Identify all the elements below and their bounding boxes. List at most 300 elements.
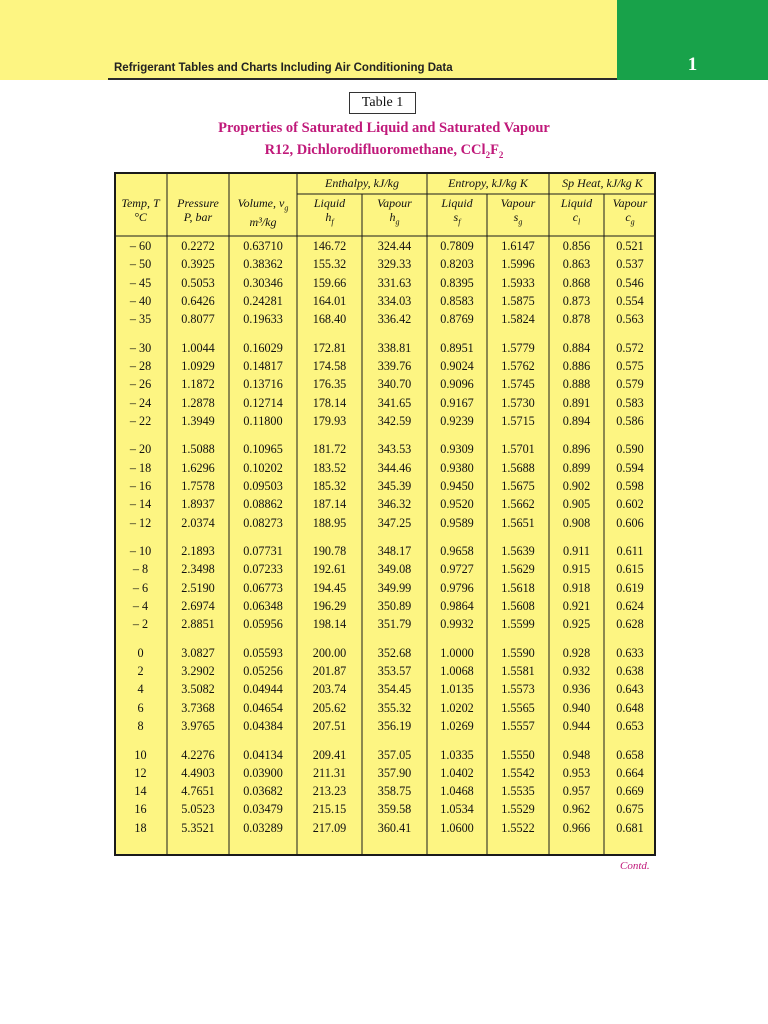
cell-c-vapour: 0.572 xyxy=(616,340,644,355)
cell-h-liquid: 185.32 xyxy=(312,479,347,493)
col-header-h-liquid-sym: h xyxy=(325,210,332,224)
cell-c-vapour: 0.575 xyxy=(616,359,644,373)
cell-volume: 0.03682 xyxy=(243,784,283,799)
cell-s-liquid: 0.9727 xyxy=(440,562,474,577)
cell-h-liquid: 217.09 xyxy=(312,820,347,835)
cell-h-liquid: 172.81 xyxy=(312,340,347,355)
cell-h-vapour: 354.45 xyxy=(377,682,412,697)
col-header-temp xyxy=(114,196,167,224)
cell-c-liquid: 0.948 xyxy=(562,747,591,762)
table-title: Properties of Saturated Liquid and Saturated Vapour xyxy=(218,120,550,136)
cell-c-liquid: 0.873 xyxy=(562,293,591,308)
cell-volume: 0.05956 xyxy=(243,617,283,632)
cell-c-liquid: 0.932 xyxy=(562,664,591,679)
cell-h-liquid: 179.93 xyxy=(312,413,347,428)
col-header-temp-line1: Temp, T xyxy=(121,196,160,210)
running-title: Refrigerant Tables and Charts Including Air Conditioning Data xyxy=(114,62,453,74)
cell-h-liquid: 213.23 xyxy=(312,784,347,799)
cell-c-vapour: 0.643 xyxy=(616,682,644,697)
cell-h-vapour: 338.81 xyxy=(377,340,412,355)
cell-volume: 0.12714 xyxy=(243,395,283,410)
cell-c-liquid: 0.966 xyxy=(562,820,591,835)
col-header-s-liquid xyxy=(427,196,487,229)
cell-c-vapour: 0.619 xyxy=(616,580,644,595)
col-header-c-liquid-line1: Liquid xyxy=(560,196,593,210)
header-entropy: Entropy, kJ/kg K xyxy=(448,176,528,190)
header-enthalpy: Enthalpy, kJ/kg xyxy=(325,176,399,190)
cell-h-liquid: 207.51 xyxy=(312,719,347,733)
cell-s-vapour: 1.5535 xyxy=(501,784,535,799)
cell-h-vapour: 350.89 xyxy=(377,599,412,613)
cell-c-liquid: 0.940 xyxy=(562,700,591,715)
cell-c-vapour: 0.624 xyxy=(616,599,644,613)
cell-temp: 10 xyxy=(134,747,147,762)
cell-pressure: 1.0044 xyxy=(181,340,215,355)
cell-s-liquid: 0.9380 xyxy=(440,460,474,475)
cell-pressure: 1.8937 xyxy=(181,497,215,512)
cell-volume: 0.30346 xyxy=(243,275,283,290)
cell-c-vapour: 0.615 xyxy=(616,562,644,577)
cell-s-liquid: 0.9450 xyxy=(440,479,474,493)
cell-volume: 0.63710 xyxy=(243,239,283,253)
cell-volume: 0.07233 xyxy=(243,562,283,577)
col-header-c-liquid-line2 xyxy=(549,210,604,229)
cell-c-vapour: 0.611 xyxy=(616,544,644,559)
cell-pressure: 3.7368 xyxy=(181,700,215,715)
cell-s-liquid: 1.0600 xyxy=(440,820,474,835)
cell-temp: – 6 xyxy=(132,580,149,595)
cell-c-liquid: 0.957 xyxy=(562,784,591,799)
cell-s-liquid: 1.0402 xyxy=(440,765,474,780)
cell-s-liquid: 1.0202 xyxy=(440,700,474,715)
cell-h-vapour: 360.41 xyxy=(377,820,412,835)
cell-h-vapour: 356.19 xyxy=(377,719,412,733)
cell-s-liquid: 0.9096 xyxy=(440,377,474,392)
cell-h-liquid: 187.14 xyxy=(312,497,347,512)
cell-pressure: 0.2272 xyxy=(181,239,215,253)
cell-temp: 8 xyxy=(137,719,144,733)
cell-pressure: 5.3521 xyxy=(181,820,215,835)
cell-pressure: 3.9765 xyxy=(181,719,215,733)
cell-temp: – 14 xyxy=(129,497,152,512)
cell-pressure: 1.3949 xyxy=(181,413,215,428)
cell-h-vapour: 358.75 xyxy=(377,784,412,799)
cell-volume: 0.19633 xyxy=(243,312,283,327)
cell-c-liquid: 0.911 xyxy=(563,544,590,559)
cell-h-liquid: 196.29 xyxy=(312,599,347,613)
subtitle-f: F xyxy=(490,142,499,158)
cell-c-liquid: 0.884 xyxy=(562,340,591,355)
cell-s-vapour: 1.5730 xyxy=(501,395,535,410)
cell-h-liquid: 176.35 xyxy=(312,377,347,392)
cell-temp: 14 xyxy=(134,784,147,799)
col-header-c-vapour xyxy=(604,196,656,229)
cell-s-liquid: 0.8769 xyxy=(440,312,474,327)
col-header-volume xyxy=(229,196,297,229)
col-header-s-liquid-sym: s xyxy=(453,210,459,224)
cell-c-vapour: 0.648 xyxy=(616,700,644,715)
cell-c-vapour: 0.579 xyxy=(616,377,644,392)
cell-volume: 0.03479 xyxy=(243,802,283,817)
cell-h-vapour: 341.65 xyxy=(377,395,412,410)
cell-pressure: 3.5082 xyxy=(181,682,215,697)
cell-volume: 0.03900 xyxy=(243,765,283,780)
cell-h-vapour: 347.25 xyxy=(377,515,412,530)
cell-temp: – 4 xyxy=(132,599,149,613)
cell-c-vapour: 0.583 xyxy=(616,395,644,410)
cell-s-vapour: 1.5550 xyxy=(501,747,535,762)
cell-c-liquid: 0.899 xyxy=(562,460,591,475)
col-header-h-liquid-line1: Liquid xyxy=(313,196,346,210)
cell-pressure: 1.2878 xyxy=(181,395,215,410)
cell-s-vapour: 1.5933 xyxy=(501,275,535,290)
cell-volume: 0.04944 xyxy=(243,682,283,697)
cell-s-vapour: 1.5590 xyxy=(501,645,535,660)
cell-c-liquid: 0.894 xyxy=(562,413,591,428)
cell-h-vapour: 334.03 xyxy=(377,293,412,308)
page-number: 1 xyxy=(687,54,698,75)
cell-c-vapour: 0.598 xyxy=(616,479,644,493)
cell-c-vapour: 0.658 xyxy=(616,747,644,762)
cell-pressure: 4.7651 xyxy=(181,784,215,799)
cell-volume: 0.10202 xyxy=(243,460,283,475)
cell-pressure: 4.2276 xyxy=(181,747,215,762)
cell-volume: 0.06348 xyxy=(243,599,283,613)
cell-temp: 18 xyxy=(134,820,147,835)
cell-pressure: 2.6974 xyxy=(181,599,215,613)
cell-c-vapour: 0.664 xyxy=(616,765,644,780)
cell-s-vapour: 1.5701 xyxy=(501,442,535,457)
cell-s-vapour: 1.5573 xyxy=(501,682,535,697)
cell-c-vapour: 0.653 xyxy=(616,719,644,733)
cell-temp: – 12 xyxy=(129,515,152,530)
cell-h-vapour: 355.32 xyxy=(377,700,412,715)
cell-c-liquid: 0.936 xyxy=(562,682,591,697)
property-table xyxy=(114,172,656,856)
cell-c-liquid: 0.863 xyxy=(562,257,591,272)
cell-s-liquid: 0.9239 xyxy=(440,413,474,428)
cell-pressure: 2.5190 xyxy=(181,580,215,595)
cell-s-vapour: 1.5675 xyxy=(501,479,535,493)
cell-c-liquid: 0.918 xyxy=(562,580,591,595)
col-header-c-vapour-sym: c xyxy=(625,210,631,224)
cell-h-vapour: 342.59 xyxy=(377,413,412,428)
cell-s-liquid: 0.9658 xyxy=(440,544,474,559)
cell-pressure: 5.0523 xyxy=(181,802,215,817)
cell-temp: 12 xyxy=(134,765,147,780)
cell-pressure: 0.3925 xyxy=(181,257,215,272)
cell-h-vapour: 340.70 xyxy=(377,377,412,392)
cell-temp: – 16 xyxy=(129,479,152,493)
cell-s-vapour: 1.5542 xyxy=(501,765,535,780)
cell-c-vapour: 0.669 xyxy=(616,784,644,799)
cell-c-vapour: 0.638 xyxy=(616,664,644,679)
cell-pressure: 0.8077 xyxy=(181,312,215,327)
cell-c-vapour: 0.521 xyxy=(616,239,644,253)
cell-h-liquid: 192.61 xyxy=(312,562,347,577)
cell-c-liquid: 0.925 xyxy=(562,617,591,632)
cell-h-liquid: 203.74 xyxy=(312,682,347,697)
cell-s-vapour: 1.5824 xyxy=(501,312,535,327)
cell-c-vapour: 0.594 xyxy=(616,460,644,475)
cell-h-liquid: 205.62 xyxy=(312,700,347,715)
cell-s-vapour: 1.5715 xyxy=(501,413,535,428)
cell-c-liquid: 0.915 xyxy=(562,562,591,577)
cell-s-vapour: 1.5522 xyxy=(501,820,535,835)
header-sp-heat: Sp Heat, kJ/kg K xyxy=(562,176,643,190)
col-header-pressure-line1: Pressure xyxy=(177,196,219,210)
cell-s-liquid: 0.9864 xyxy=(440,599,474,613)
cell-c-vapour: 0.675 xyxy=(616,802,644,817)
cell-s-liquid: 0.9309 xyxy=(440,442,474,457)
cell-volume: 0.10965 xyxy=(243,442,283,457)
cell-temp: – 22 xyxy=(129,413,152,428)
cell-c-liquid: 0.953 xyxy=(562,765,591,780)
cell-temp: – 40 xyxy=(129,293,152,308)
cell-c-vapour: 0.606 xyxy=(616,515,644,530)
col-header-s-liquid-line1: Liquid xyxy=(441,196,473,210)
cell-h-vapour: 324.44 xyxy=(377,239,412,253)
cell-s-vapour: 1.5618 xyxy=(501,580,535,595)
continued-note: Contd. xyxy=(620,860,650,872)
cell-volume: 0.13716 xyxy=(243,377,283,392)
cell-s-vapour: 1.5688 xyxy=(501,460,535,475)
cell-pressure: 1.5088 xyxy=(181,442,215,457)
cell-temp: 4 xyxy=(137,682,144,697)
col-header-h-vapour-line2 xyxy=(362,210,427,229)
subtitle-text: R12, Dichlorodifluoromethane, CCl xyxy=(264,142,486,158)
cell-c-vapour: 0.633 xyxy=(616,645,644,660)
cell-s-liquid: 1.0335 xyxy=(440,747,474,762)
cell-s-vapour: 1.5662 xyxy=(501,497,535,512)
cell-volume: 0.08862 xyxy=(243,497,283,512)
cell-c-liquid: 0.888 xyxy=(562,377,591,392)
cell-h-liquid: 201.87 xyxy=(312,664,347,679)
cell-h-vapour: 359.58 xyxy=(377,802,412,817)
cell-temp: – 26 xyxy=(129,377,152,392)
cell-temp: – 20 xyxy=(129,442,152,457)
col-header-c-vapour-line2 xyxy=(604,210,656,229)
cell-s-liquid: 1.0269 xyxy=(440,719,474,733)
cell-s-liquid: 0.9520 xyxy=(440,497,474,512)
col-header-volume-sub: g xyxy=(284,203,289,213)
header-rule xyxy=(108,78,617,80)
cell-h-vapour: 345.39 xyxy=(377,479,412,493)
col-header-s-vapour-line1: Vapour xyxy=(500,196,536,210)
col-header-c-liquid-sym: c xyxy=(572,210,579,224)
cell-s-liquid: 1.0000 xyxy=(440,645,474,660)
cell-volume: 0.03289 xyxy=(243,820,283,835)
cell-volume: 0.08273 xyxy=(243,515,283,530)
cell-volume: 0.07731 xyxy=(243,544,283,559)
cell-s-liquid: 1.0534 xyxy=(440,802,474,817)
col-header-h-liquid-line2 xyxy=(297,210,362,229)
cell-volume: 0.16029 xyxy=(243,340,283,355)
cell-c-vapour: 0.681 xyxy=(616,820,644,835)
col-header-h-vapour-sub: g xyxy=(395,217,400,227)
cell-temp: – 45 xyxy=(129,275,152,290)
cell-volume: 0.38362 xyxy=(243,257,283,272)
col-header-h-vapour-sym: h xyxy=(389,210,396,224)
cell-s-liquid: 0.9932 xyxy=(440,617,474,632)
cell-h-liquid: 183.52 xyxy=(312,460,347,475)
cell-s-liquid: 0.9589 xyxy=(440,515,474,530)
cell-s-vapour: 1.5996 xyxy=(501,257,535,272)
cell-h-liquid: 188.95 xyxy=(312,515,347,530)
cell-c-liquid: 0.928 xyxy=(562,645,591,660)
cell-h-liquid: 215.15 xyxy=(312,802,347,817)
cell-s-vapour: 1.5762 xyxy=(501,359,535,373)
cell-volume: 0.05256 xyxy=(243,664,283,679)
cell-temp: 0 xyxy=(137,645,144,660)
col-header-s-vapour xyxy=(487,196,549,229)
cell-s-vapour: 1.5745 xyxy=(501,377,535,392)
cell-h-liquid: 164.01 xyxy=(312,293,347,308)
cell-temp: 16 xyxy=(134,802,147,817)
cell-c-liquid: 0.902 xyxy=(562,479,591,493)
cell-h-liquid: 181.72 xyxy=(312,442,347,457)
cell-volume: 0.04134 xyxy=(243,747,283,762)
cell-c-vapour: 0.628 xyxy=(616,617,644,632)
cell-s-vapour: 1.5581 xyxy=(501,664,535,679)
table-label: Table 1 xyxy=(349,92,416,114)
cell-temp: – 30 xyxy=(129,340,152,355)
cell-h-vapour: 349.08 xyxy=(377,562,412,577)
cell-temp: – 2 xyxy=(132,617,149,632)
cell-pressure: 2.0374 xyxy=(181,515,215,530)
cell-pressure: 2.3498 xyxy=(181,562,215,577)
cell-h-vapour: 353.57 xyxy=(377,664,412,679)
cell-h-vapour: 336.42 xyxy=(377,312,412,327)
cell-volume: 0.06773 xyxy=(243,580,283,595)
cell-h-liquid: 168.40 xyxy=(312,312,347,327)
cell-pressure: 2.8851 xyxy=(181,617,215,632)
cell-h-vapour: 357.90 xyxy=(377,765,412,780)
cell-temp: – 50 xyxy=(129,257,152,272)
cell-h-liquid: 200.00 xyxy=(312,645,347,660)
cell-s-liquid: 1.0068 xyxy=(440,664,474,679)
col-header-s-liquid-line2 xyxy=(427,210,487,229)
cell-h-vapour: 344.46 xyxy=(377,460,412,475)
col-header-c-vapour-line1: Vapour xyxy=(612,196,648,210)
cell-h-liquid: 174.58 xyxy=(312,359,347,373)
col-header-s-vapour-sym: s xyxy=(513,210,519,224)
cell-s-vapour: 1.5629 xyxy=(501,562,535,577)
cell-volume: 0.14817 xyxy=(243,359,283,373)
cell-volume: 0.04654 xyxy=(243,700,283,715)
cell-c-liquid: 0.891 xyxy=(562,395,591,410)
col-header-c-liquid xyxy=(549,196,604,229)
cell-c-vapour: 0.546 xyxy=(616,275,644,290)
cell-h-vapour: 343.53 xyxy=(377,442,412,457)
cell-temp: – 28 xyxy=(129,359,152,373)
cell-h-liquid: 178.14 xyxy=(312,395,347,410)
cell-pressure: 1.1872 xyxy=(181,377,215,392)
cell-c-liquid: 0.908 xyxy=(562,515,591,530)
cell-c-vapour: 0.537 xyxy=(616,257,644,272)
col-header-c-liquid-sub: l xyxy=(578,217,581,227)
cell-s-vapour: 1.5779 xyxy=(501,340,535,355)
cell-h-vapour: 346.32 xyxy=(377,497,412,512)
cell-temp: – 24 xyxy=(129,395,152,410)
cell-c-vapour: 0.563 xyxy=(616,312,644,327)
cell-h-vapour: 339.76 xyxy=(377,359,412,373)
cell-h-liquid: 211.31 xyxy=(312,765,347,780)
cell-pressure: 0.5053 xyxy=(181,275,215,290)
cell-h-liquid: 190.78 xyxy=(312,544,347,559)
cell-s-liquid: 0.7809 xyxy=(440,239,474,253)
cell-pressure: 1.0929 xyxy=(181,359,215,373)
cell-h-liquid: 146.72 xyxy=(312,239,347,253)
cell-c-liquid: 0.886 xyxy=(562,359,591,373)
col-header-pressure-line2: P, bar xyxy=(183,210,213,224)
cell-s-liquid: 0.9024 xyxy=(440,359,474,373)
col-header-c-vapour-sub: g xyxy=(630,217,635,227)
cell-c-vapour: 0.590 xyxy=(616,442,644,457)
cell-temp: – 18 xyxy=(129,460,152,475)
cell-s-vapour: 1.5599 xyxy=(501,617,535,632)
cell-s-vapour: 1.5875 xyxy=(501,293,535,308)
cell-s-vapour: 1.5639 xyxy=(501,544,535,559)
col-header-s-vapour-sub: g xyxy=(518,217,523,227)
cell-volume: 0.11800 xyxy=(243,413,283,428)
cell-h-liquid: 194.45 xyxy=(312,580,347,595)
cell-pressure: 1.6296 xyxy=(181,460,215,475)
cell-s-liquid: 0.8203 xyxy=(440,257,474,272)
cell-pressure: 2.1893 xyxy=(181,544,215,559)
cell-pressure: 4.4903 xyxy=(181,765,215,780)
cell-h-liquid: 198.14 xyxy=(312,617,347,632)
col-header-h-vapour xyxy=(362,196,427,229)
cell-s-vapour: 1.6147 xyxy=(501,239,535,253)
cell-s-vapour: 1.5557 xyxy=(501,719,535,733)
page-header xyxy=(0,0,768,80)
cell-volume: 0.05593 xyxy=(243,645,283,660)
cell-volume: 0.04384 xyxy=(243,719,283,733)
subtitle-sub-1: 2 xyxy=(485,149,491,160)
cell-volume: 0.09503 xyxy=(243,479,283,493)
cell-temp: – 10 xyxy=(129,544,152,559)
cell-s-vapour: 1.5529 xyxy=(501,802,535,817)
col-header-temp-line2: °C xyxy=(134,210,147,224)
col-header-s-vapour-line2 xyxy=(487,210,549,229)
cell-c-vapour: 0.554 xyxy=(616,293,644,308)
cell-h-vapour: 349.99 xyxy=(377,580,412,595)
cell-s-liquid: 0.9796 xyxy=(440,580,474,595)
cell-pressure: 0.6426 xyxy=(181,293,215,308)
col-header-volume-line1 xyxy=(229,196,297,215)
cell-c-liquid: 0.921 xyxy=(562,599,591,613)
cell-s-liquid: 1.0135 xyxy=(440,682,474,697)
cell-s-vapour: 1.5608 xyxy=(501,599,535,613)
cell-c-vapour: 0.586 xyxy=(616,413,644,428)
cell-h-vapour: 329.33 xyxy=(377,257,412,272)
cell-s-liquid: 1.0468 xyxy=(440,784,474,799)
table-subtitle xyxy=(0,142,768,160)
cell-s-liquid: 0.8951 xyxy=(440,340,474,355)
cell-temp: – 35 xyxy=(129,312,152,327)
cell-h-vapour: 357.05 xyxy=(377,747,412,762)
cell-h-liquid: 159.66 xyxy=(312,275,347,290)
cell-c-liquid: 0.878 xyxy=(562,312,591,327)
cell-c-liquid: 0.896 xyxy=(562,442,591,457)
cell-c-liquid: 0.856 xyxy=(562,239,591,253)
cell-c-vapour: 0.602 xyxy=(616,497,644,512)
cell-c-liquid: 0.962 xyxy=(562,802,591,817)
cell-h-liquid: 209.41 xyxy=(312,747,347,762)
cell-volume: 0.24281 xyxy=(243,293,283,308)
col-header-h-vapour-line1: Vapour xyxy=(377,196,412,210)
